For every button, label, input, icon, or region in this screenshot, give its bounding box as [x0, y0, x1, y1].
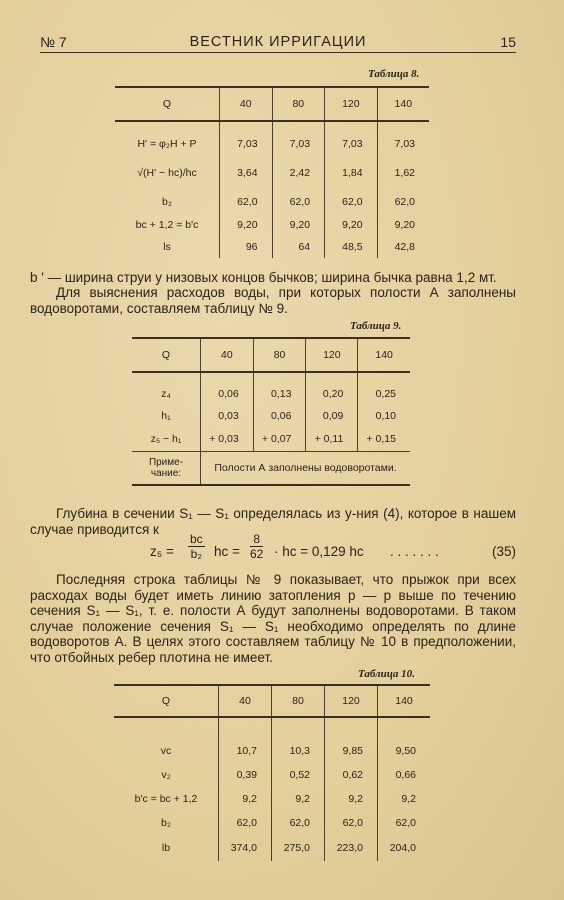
- table-10: [114, 684, 430, 861]
- table-row: h₁ 0,03 0,06 0,09 0,10: [132, 405, 410, 427]
- table10-col: 80: [272, 685, 325, 717]
- table8-col: 120: [325, 87, 378, 121]
- note-text: Полости А заполнены водоворотами.: [201, 451, 411, 485]
- page-header: [40, 34, 516, 54]
- table-row: H' = φ₂H + P 7,03 7,03 7,03 7,03: [115, 132, 429, 156]
- table9-col: 80: [253, 338, 306, 372]
- table8-col: 140: [377, 87, 429, 121]
- formula-35: z₅ = $\frac{bc}{\text{b₂}}$ hc = $\frac{8}{62}$ · hc = 0,129 hc . . . . . . . (35): [150, 532, 516, 561]
- table9-head-label: Q: [132, 338, 201, 372]
- table9-caption: Таблица 9.: [350, 320, 402, 332]
- table8-caption: Таблица 8.: [368, 68, 420, 80]
- table10-caption: Таблица 10.: [358, 668, 415, 680]
- table-row: bc + 1,2 = b'c 9,20 9,20 9,20 9,20: [115, 214, 429, 236]
- table-row: b₂ 62,0 62,0 62,0 62,0: [115, 190, 429, 214]
- paragraph: b ' — ширина струи у низовых концов бычков; ширина бычка равна 1,2 мт.: [30, 270, 497, 285]
- issue-number: № 7: [40, 34, 67, 50]
- paragraph: Последняя строка таблицы № 9 показывает, что прыжок при всех расходах воды будет иметь линию затопления p — p выше по течению сечения S₁ — S₁, т. е. полости А будут заполнены водоворотами. В таком случае положение сечения S₁ — S₁ необходимо определять по длине водоворотов А. В целях этого составляем таблицу № 10 в предположении, что отбойных ребер плотина не имеет.: [30, 572, 516, 665]
- table9-col: 120: [306, 338, 358, 372]
- table-row: z₅ − h₁ + 0,03 + 0,07 + 0,11 + 0,15: [132, 427, 410, 451]
- table-row: v₂ 0,39 0,52 0,62 0,66: [114, 763, 430, 787]
- table-row: √(H' − hc)/hc 3,64 2,42 1,84 1,62: [115, 156, 429, 190]
- table9-col: 140: [358, 338, 410, 372]
- table-row: b₂ 62,0 62,0 62,0 62,0: [114, 811, 430, 835]
- table9-col: 40: [201, 338, 254, 372]
- table-note-row: [132, 451, 410, 485]
- journal-title: ВЕСТНИК ИРРИГАЦИИ: [189, 34, 367, 50]
- table-8: [115, 86, 429, 258]
- table8-col: 80: [272, 87, 325, 121]
- paragraph: Для выяснения расходов воды, при которых полости А заполнены водоворотами, составляем таблицу № 9.: [30, 285, 516, 316]
- table8-col: 40: [220, 87, 273, 121]
- table10-col: 120: [325, 685, 378, 717]
- header-rule: [40, 52, 516, 53]
- page-number: 15: [500, 34, 516, 50]
- table-row: z₄ 0,06 0,13 0,20 0,25: [132, 383, 410, 405]
- table-row: vc 10,7 10,3 9,85 9,50: [114, 739, 430, 763]
- paragraph: Глубина в сечении S₁ — S₁ определялась из у-ния (4), которое в нашем случае приводится к: [30, 506, 516, 537]
- table10-head-label: Q: [114, 685, 219, 717]
- table8-head-label: Q: [115, 87, 220, 121]
- table-row: b'c = bc + 1,2 9,2 9,2 9,2 9,2: [114, 787, 430, 811]
- table10-col: 140: [378, 685, 431, 717]
- table-row: lb 374,0 275,0 223,0 204,0: [114, 835, 430, 861]
- note-label: Приме-чание:: [132, 451, 201, 485]
- table10-col: 40: [219, 685, 272, 717]
- table-row: ls 96 64 48,5 42,8: [115, 236, 429, 258]
- table-9: [132, 337, 410, 486]
